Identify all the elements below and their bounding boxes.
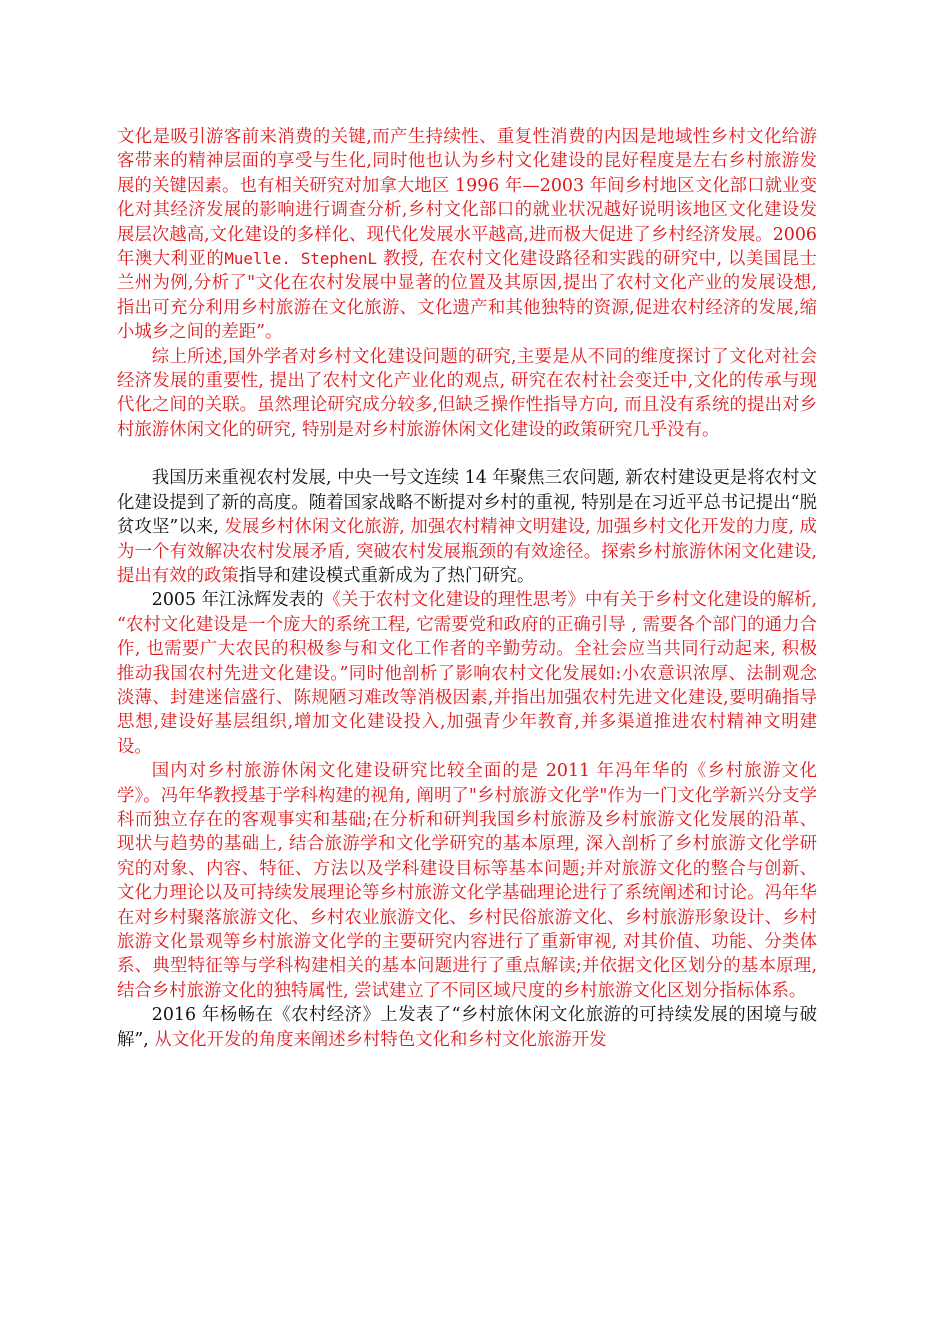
paragraph-text: 2016 年杨畅在《农村经济》上发表了“乡村旅休闲文化旅游的可持续发展的困境与破解”, xyxy=(117,1005,817,1050)
highlighted-text: 《关于农村文化建设的理性思考》中有关于乡村文化建设的解析, “农村文化建设是一个庞大的系统工程, 它需要党和政府的正确引导 , 需要各个部门的通力合作, 也需要广大农民的积极参与和文化工作者的辛勤劳动。全社会应当共同行动起来, 积极推动我国农村先进文化建设。”同时他剖析了影响农村文化发展如:小农意识浓厚、法制观念淡薄、封建迷信盛行、陈规陋习难改等消极因素,并指出加强农村先进文化建设,要明确指导思想,建设好基层组织,增加文化建设投入,加强青少年教育,并多渠道推进农村精神文明建设。 xyxy=(117,590,817,757)
paragraph-text: 指导和建设模式重新成为了热门研究。 xyxy=(238,565,535,586)
paragraph-gap xyxy=(117,442,817,466)
highlighted-text: 从文化开发的角度来阐述乡村特色文化和乡村文化旅游开发 xyxy=(154,1029,607,1050)
paragraph-text: 2005 年江泳辉发表的 xyxy=(151,590,324,611)
paragraph-yang-chang xyxy=(117,1003,817,1052)
paragraph-text: 文化是吸引游客前来消费的关键,而产生持续性、重复性消费的内因是地域性乡村文化给游客带来的精神层面的享受与生化,同时他也认为乡村文化建设的昆好程度是左右乡村旅游发展的关键因素。也有相关研究对加拿大地区 1996 年—2003 年间乡村地区文化部口就业变化对其经济发展的影响进行调查分析,乡村文化部口的就业状况越好说明该地区文化建设发展层次越高,文化建设的多样化、现代化发展水平越高,进而极大促进了乡村经济发展。2006 年澳大利亚的 xyxy=(117,127,817,270)
paragraph-foreign-research xyxy=(117,125,817,345)
paragraph-domestic-policy xyxy=(117,466,817,588)
highlighted-text: 发展乡村休闲文化旅游, 加强农村精神文明建设, 加强乡村文化开发的力度, 成为一个有效解决农村发展矛盾, 突破农村发展瓶颈的有效途径。探索乡村旅游休闲文化建设, 提出有效的政策 xyxy=(117,517,818,586)
author-name: Muelle. StephenL xyxy=(224,249,377,269)
paragraph-jiang-yonghui xyxy=(117,588,817,759)
paragraph-feng-nianhua: 国内对乡村旅游休闲文化建设研究比较全面的是 2011 年冯年华的《乡村旅游文化学》。冯年华教授基于学科构建的视角, 阐明了"乡村旅游文化学"作为一门文化学新兴分支学科而独立存在的客观事实和基础;在分析和研判我国乡村旅游及乡村旅游文化发展的沿革、现状与趋势的基础上, 结合旅游学和文化学研究的基本原理, 深入剖析了乡村旅游文化学研究的对象、内容、特征、方法以及学科建设目标等基本问题;并对旅游文化的整合与创新、文化力理论以及可持续发展理论等乡村旅游文化学基础理论进行了系统阐述和讨论。冯年华在对乡村聚落旅游文化、乡村农业旅游文化、乡村民俗旅游文化、乡村旅游形象设计、乡村旅游文化景观等乡村旅游文化学的主要研究内容进行了重新审视, 对其价值、功能、分类体系、典型特征等与学科构建相关的基本问题进行了重点解读;并依据文化区划分的基本原理, 结合乡村旅游文化的独特属性, 尝试建立了不同区域尺度的乡村旅游文化区划分指标体系。 xyxy=(117,761,817,1001)
paragraph-summary: 综上所述,国外学者对乡村文化建设问题的研究,主要是从不同的维度探讨了文化对社会经济发展的重要性, 提出了农村文化产业化的观点, 研究在农村社会变迁中,文化的传承与现代化之间的关联。虽然理论研究成分较多,但缺乏操作性指导方向, 而且没有系统的提出对乡村旅游休闲文化的研究, 特别是对乡村旅游休闲文化建设的政策研究几乎没有。 xyxy=(117,346,817,440)
paragraph-text: 我国历来重视农村发展, 中央一号文连续 14 年聚焦三农问题, 新农村建设更是将农村文化建设提到了新的高度。随着国家战略不断提对乡村的重视, 特别是在习近平总书记提出“脱贫攻坚”以来, xyxy=(117,468,817,538)
document-body xyxy=(117,125,817,1052)
paragraph-text: 教授, 在农村文化建设路径和实践的研究中, 以美国昆士兰州为例,分析了"文化在农村发展中显著的位置及其原因,提出了农村文化产业的发展设想,指出可充分利用乡村旅游在文化旅游、文化遗产和其他独特的资源,促进农村经济的发展,缩小城乡之间的差距”。 xyxy=(117,249,817,343)
